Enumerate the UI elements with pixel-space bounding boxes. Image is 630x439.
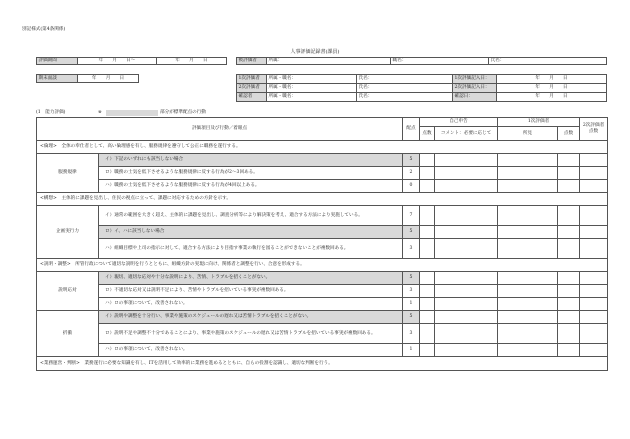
evaluator-entry-date[interactable]: 年 月 日 bbox=[497, 75, 607, 84]
second-points-cell[interactable] bbox=[580, 206, 608, 226]
first-reason-cell[interactable] bbox=[498, 311, 558, 324]
criteria-score: 5 bbox=[403, 311, 420, 324]
first-points-cell[interactable] bbox=[558, 272, 580, 285]
criteria-row bbox=[37, 324, 608, 344]
category-title: <業務運営・判断> 業務遂行に必要な知識を有し、ITを活用して効率的に業務を進めるとともに、自らの役割を認識し、適切な判断を行う。 bbox=[37, 357, 608, 371]
period-table bbox=[36, 57, 227, 65]
self-points-cell[interactable] bbox=[420, 272, 435, 285]
first-points-cell[interactable] bbox=[558, 324, 580, 344]
second-points-cell[interactable] bbox=[580, 298, 608, 311]
evaluator-affiliation[interactable]: 所属・職名： bbox=[267, 93, 357, 102]
first-reason-cell[interactable] bbox=[498, 226, 558, 239]
second-points-cell[interactable] bbox=[580, 180, 608, 193]
period-label: 評価期間 bbox=[37, 58, 78, 65]
header-self-points: 点数 bbox=[420, 127, 435, 141]
criteria-row bbox=[37, 154, 608, 167]
first-points-cell[interactable] bbox=[558, 206, 580, 226]
first-reason-cell[interactable] bbox=[498, 344, 558, 357]
self-comment-cell[interactable] bbox=[435, 285, 498, 298]
criteria-score: 5 bbox=[403, 272, 420, 285]
criteria-score: 3 bbox=[403, 239, 420, 259]
criteria-row bbox=[37, 272, 608, 285]
criteria-row bbox=[37, 298, 608, 311]
first-points-cell[interactable] bbox=[558, 298, 580, 311]
evaluators-table bbox=[236, 74, 607, 102]
category-title: <説明・調整> 所管行政について適切な説明を行うとともに、組織方針の実現に向け、関係者と調整を行い、合意を形成する。 bbox=[37, 259, 608, 272]
self-points-cell[interactable] bbox=[420, 324, 435, 344]
first-points-cell[interactable] bbox=[558, 239, 580, 259]
evaluator-entry-date[interactable]: 年 月 日 bbox=[497, 84, 607, 93]
self-points-cell[interactable] bbox=[420, 226, 435, 239]
header-self: 自己申告 bbox=[420, 118, 498, 127]
first-reason-cell[interactable] bbox=[498, 285, 558, 298]
evaluatee-position[interactable]: 職名： bbox=[391, 58, 489, 65]
period-from[interactable]: 年 月 日〜 bbox=[78, 58, 157, 65]
first-reason-cell[interactable] bbox=[498, 298, 558, 311]
criteria-row bbox=[37, 206, 608, 226]
criteria-row bbox=[37, 311, 608, 324]
self-comment-cell[interactable] bbox=[435, 311, 498, 324]
criteria-score: 3 bbox=[403, 324, 420, 344]
evaluator-entry-label: 2次評価記入日： bbox=[453, 84, 497, 93]
second-points-cell[interactable] bbox=[580, 324, 608, 344]
criteria-text: イ）親切、適切な応対や十分な説明により、苦情、トラブルを招くことがない。 bbox=[99, 272, 403, 285]
criteria-row bbox=[37, 285, 608, 298]
self-points-cell[interactable] bbox=[420, 206, 435, 226]
criteria-row bbox=[37, 226, 608, 239]
self-points-cell[interactable] bbox=[420, 167, 435, 180]
second-points-cell[interactable] bbox=[580, 226, 608, 239]
item-label: 説明応対 bbox=[37, 272, 99, 311]
evaluatee-name[interactable]: 氏名： bbox=[489, 58, 607, 65]
first-points-cell[interactable] bbox=[558, 154, 580, 167]
criteria-row bbox=[37, 344, 608, 357]
item-label: 服務規律 bbox=[37, 154, 99, 193]
header-self-comment: コメント：必要に応じて bbox=[435, 127, 498, 141]
first-points-cell[interactable] bbox=[558, 226, 580, 239]
criteria-text: イ）下記のいずれにも該当しない場合 bbox=[99, 154, 403, 167]
criteria-score: 1 bbox=[403, 344, 420, 357]
evaluatee-table bbox=[236, 57, 607, 65]
self-comment-cell[interactable] bbox=[435, 154, 498, 167]
self-points-cell[interactable] bbox=[420, 154, 435, 167]
evaluatee-affiliation[interactable]: 所属： bbox=[267, 58, 391, 65]
evaluator-role: 2次評価者 bbox=[237, 84, 267, 93]
section-title: (1 能力評価) bbox=[36, 110, 66, 115]
first-reason-cell[interactable] bbox=[498, 167, 558, 180]
item-label: 企画実行力 bbox=[37, 206, 99, 259]
evaluator-affiliation[interactable]: 所属・職名： bbox=[267, 75, 357, 84]
criteria-score: 1 bbox=[403, 298, 420, 311]
criteria-row bbox=[37, 167, 608, 180]
self-comment-cell[interactable] bbox=[435, 344, 498, 357]
first-reason-cell[interactable] bbox=[498, 206, 558, 226]
criteria-row bbox=[37, 239, 608, 259]
criteria-text: ロ）職務の士気を低下させるような服務規律に反する行為が2〜3回ある。 bbox=[99, 167, 403, 180]
term-end-label: 期末面談 bbox=[37, 75, 78, 83]
term-end-date[interactable]: 年 月 日 bbox=[78, 75, 139, 83]
first-reason-cell[interactable] bbox=[498, 154, 558, 167]
second-points-cell[interactable] bbox=[580, 167, 608, 180]
criteria-text: ロ）不適切な応対又は説明不足により、苦情やトラブルを招いている事実が複数回ある。 bbox=[99, 285, 403, 298]
criteria-text: ハ）ロの事項について、改善されない。 bbox=[99, 344, 403, 357]
second-points-cell[interactable] bbox=[580, 239, 608, 259]
evaluation-table bbox=[36, 117, 608, 371]
self-comment-cell[interactable] bbox=[435, 167, 498, 180]
second-points-cell[interactable] bbox=[580, 311, 608, 324]
header-first-reason: 所見 bbox=[498, 127, 558, 141]
criteria-text: ハ）組織目標や上司の指示に対して、適合する方法により目指す事業の執行を図ることができないことが複数回ある。 bbox=[99, 239, 403, 259]
evaluator-entry-label: 1次評価記入日： bbox=[453, 75, 497, 84]
evaluator-name[interactable]: 氏名： bbox=[357, 75, 453, 84]
self-points-cell[interactable] bbox=[420, 344, 435, 357]
first-reason-cell[interactable] bbox=[498, 272, 558, 285]
header-score: 配点 bbox=[403, 118, 420, 141]
form-number: 別記様式(第4条関係) bbox=[22, 27, 66, 32]
self-points-cell[interactable] bbox=[420, 239, 435, 259]
first-points-cell[interactable] bbox=[558, 311, 580, 324]
period-to[interactable]: 年 月 日 bbox=[156, 58, 226, 65]
page-title: 人事評価記録書(課員) bbox=[290, 49, 340, 55]
self-points-cell[interactable] bbox=[420, 285, 435, 298]
second-points-cell[interactable] bbox=[580, 344, 608, 357]
section-note: 部分が標準配点の行動 bbox=[160, 110, 206, 115]
self-comment-cell[interactable] bbox=[435, 239, 498, 259]
evaluator-entry-date[interactable]: 年 月 日 bbox=[497, 93, 607, 102]
criteria-score: 7 bbox=[403, 206, 420, 226]
criteria-score: 5 bbox=[403, 226, 420, 239]
second-points-cell[interactable] bbox=[580, 154, 608, 167]
evaluator-name[interactable]: 氏名： bbox=[357, 93, 453, 102]
criteria-score: 0 bbox=[403, 180, 420, 193]
self-comment-cell[interactable] bbox=[435, 272, 498, 285]
evaluatee-label: 被評価者 bbox=[237, 58, 267, 65]
first-reason-cell[interactable] bbox=[498, 180, 558, 193]
header-first-points: 点数 bbox=[558, 127, 580, 141]
header-first: 1次評価者 bbox=[498, 118, 580, 127]
header-item: 評価項目及び行動／着眼点 bbox=[37, 118, 403, 141]
first-points-cell[interactable] bbox=[558, 285, 580, 298]
self-comment-cell[interactable] bbox=[435, 226, 498, 239]
criteria-text: ロ）説明不足や調整不十分であることにより、事業や施策のスケジュールの遅れ又は苦情トラブルを招いている事実が複数回ある。 bbox=[99, 324, 403, 344]
criteria-text: イ）通常の範囲を大きく超え、主体的に課題を見出し、調査分析等により解決策を考え、適合する方法により実施している。 bbox=[99, 206, 403, 226]
second-points-cell[interactable] bbox=[580, 285, 608, 298]
first-reason-cell[interactable] bbox=[498, 239, 558, 259]
first-points-cell[interactable] bbox=[558, 180, 580, 193]
evaluator-name[interactable]: 氏名： bbox=[357, 84, 453, 93]
evaluator-role: 1次評価者 bbox=[237, 75, 267, 84]
header-second: 2次評価者点数 bbox=[580, 118, 608, 141]
criteria-text: ハ）職務の士気を低下させるような服務規律に反する行為が4回以上ある。 bbox=[99, 180, 403, 193]
criteria-score: 2 bbox=[403, 167, 420, 180]
first-reason-cell[interactable] bbox=[498, 324, 558, 344]
evaluator-affiliation[interactable]: 所属・職名： bbox=[267, 84, 357, 93]
item-label: 折衝 bbox=[37, 311, 99, 357]
criteria-text: ハ）ロの事項について、改善されない。 bbox=[99, 298, 403, 311]
criteria-score: 3 bbox=[403, 285, 420, 298]
self-points-cell[interactable] bbox=[420, 311, 435, 324]
evaluator-role: 確認者 bbox=[237, 93, 267, 102]
self-comment-cell[interactable] bbox=[435, 324, 498, 344]
evaluator-entry-label: 確認日： bbox=[453, 93, 497, 102]
self-points-cell[interactable] bbox=[420, 180, 435, 193]
self-points-cell[interactable] bbox=[420, 298, 435, 311]
criteria-text: イ）説明や調整を十分行い、事業や施策のスケジュールの遅れ又は苦情トラブルを招くことがない。 bbox=[99, 311, 403, 324]
first-points-cell[interactable] bbox=[558, 167, 580, 180]
self-comment-cell[interactable] bbox=[435, 180, 498, 193]
criteria-score: 5 bbox=[403, 154, 420, 167]
standard-score-swatch bbox=[106, 110, 158, 116]
term-end-table bbox=[36, 74, 139, 83]
self-comment-cell[interactable] bbox=[435, 206, 498, 226]
criteria-row bbox=[37, 180, 608, 193]
category-title: <倫理> 全体の奉仕者として、高い倫理感を有し、服務規律を遵守して公正に職務を遂行する。 bbox=[37, 141, 608, 154]
criteria-text: ロ）イ、ハに該当しない場合 bbox=[99, 226, 403, 239]
first-points-cell[interactable] bbox=[558, 344, 580, 357]
category-title: <構想> 主体的に課題を見出し、住民の視点に立って、課題に対応するための方針を示す。 bbox=[37, 193, 608, 206]
self-comment-cell[interactable] bbox=[435, 298, 498, 311]
section-note-prefix: ※ bbox=[98, 110, 102, 115]
second-points-cell[interactable] bbox=[580, 272, 608, 285]
